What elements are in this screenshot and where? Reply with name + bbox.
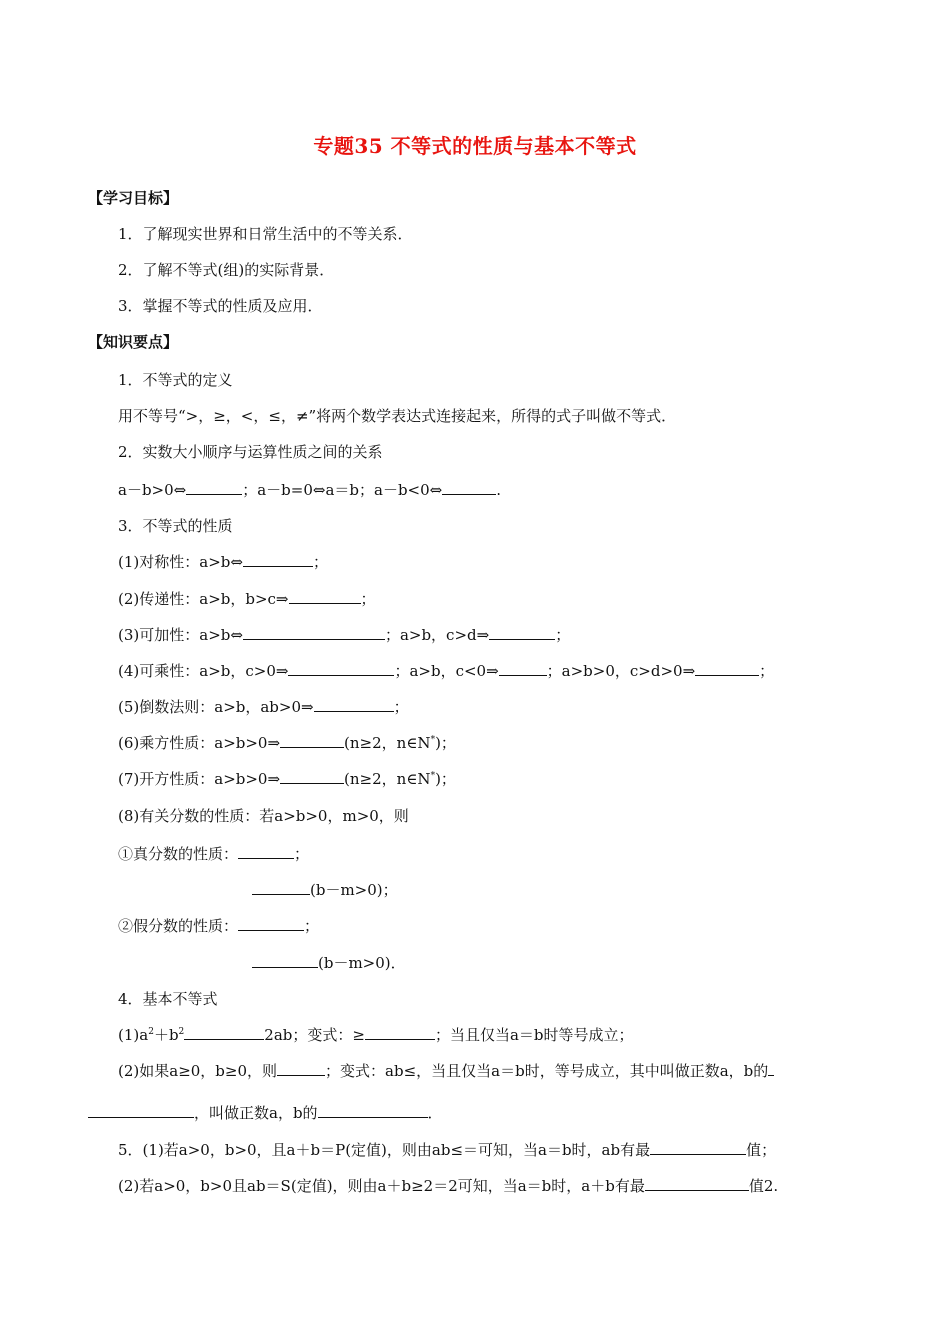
property-text: (7)开方性质：a>b>0⇒ [118, 770, 281, 788]
blank [442, 480, 496, 495]
property-text: ；a>b，c<0⇒ [394, 662, 499, 680]
basic-inequality-2-cont [88, 1103, 443, 1123]
blank [277, 1061, 325, 1076]
knowledge-2-relation [118, 480, 501, 500]
property-text: )； [435, 770, 456, 788]
knowledge-4-heading: 4．基本不等式 [118, 990, 218, 1008]
property-text: (n≥2，n∈N [344, 770, 431, 788]
property-reciprocal [118, 697, 409, 717]
property-text: )； [435, 734, 456, 752]
page-title: 专题35 不等式的性质与基本不等式 [313, 134, 637, 158]
property-text: ； [393, 698, 409, 716]
formula-text: ＋b [153, 1026, 179, 1044]
blank [695, 661, 759, 676]
property-text: (4)可乘性：a>b，c>0⇒ [118, 662, 289, 680]
property-root [118, 769, 456, 789]
superscript: * [430, 771, 436, 781]
extremum-1 [118, 1140, 776, 1160]
formula-text: ；变式：ab≤，当且仅当a＝b时，等号成立，其中叫做正数a，b的 [325, 1062, 769, 1080]
blank [186, 480, 242, 495]
blank [318, 1103, 428, 1118]
goal-item-2: 2．了解不等式(组)的实际背景． [118, 261, 335, 279]
property-fraction: (8)有关分数的性质：若a>b>0，m>0，则 [118, 807, 409, 825]
property-symmetry [118, 552, 328, 572]
blank [243, 552, 313, 567]
formula-text: ，叫做正数a，b的 [194, 1104, 318, 1122]
improper-fraction-line-2 [252, 953, 406, 973]
superscript: * [430, 735, 436, 745]
improper-fraction-line [118, 916, 319, 936]
relation-text: a－b>0⇔ [118, 481, 187, 499]
property-text: (b－m>0)； [310, 881, 398, 899]
formula-text: 5．(1)若a>0，b>0，且a＋b＝P(定值)，则由ab≤＝可知，当a＝b时，ab有最 [118, 1141, 651, 1159]
knowledge-1-body: 用不等号“>，≥，<，≤，≠”将两个数学表达式连接起来，所得的式子叫做不等式． [118, 407, 677, 425]
formula-text: (2)如果a≥0，b≥0，则 [118, 1062, 278, 1080]
blank [280, 733, 344, 748]
relation-text: ；a－b=0⇔a＝b；a－b<0⇔ [242, 481, 443, 499]
property-text: ；a>b>0，c>d>0⇒ [546, 662, 696, 680]
section-heading-goals: 【学习目标】 [88, 189, 179, 207]
property-text: (6)乘方性质：a>b>0⇒ [118, 734, 281, 752]
knowledge-1-heading: 1．不等式的定义 [118, 371, 233, 389]
blank [252, 880, 310, 895]
blank [489, 625, 555, 640]
blank [645, 1176, 749, 1191]
property-transitive [118, 589, 376, 609]
formula-text: ；当且仅当a＝b时等号成立； [434, 1026, 634, 1044]
formula-text: 2ab；变式：≥ [264, 1026, 365, 1044]
property-text: (b－m>0)． [318, 954, 406, 972]
superscript: 2 [178, 1027, 185, 1037]
basic-inequality-1 [118, 1025, 634, 1045]
property-text: ； [360, 590, 376, 608]
blank [243, 625, 385, 640]
property-text: ①真分数的性质： [118, 845, 239, 863]
formula-text: 值2. [748, 1177, 779, 1195]
blank [650, 1140, 746, 1155]
property-text: (5)倒数法则：a>b，ab>0⇒ [118, 698, 314, 716]
goal-item-1: 1．了解现实世界和日常生活中的不等关系． [118, 225, 413, 243]
blank [365, 1025, 435, 1040]
property-text: (n≥2，n∈N [344, 734, 431, 752]
blank [288, 661, 394, 676]
relation-text: . [496, 481, 502, 499]
formula-text: 值； [746, 1141, 777, 1159]
blank [289, 589, 361, 604]
property-power [118, 733, 456, 753]
blank [88, 1103, 194, 1118]
proper-fraction-line [118, 844, 309, 864]
formula-text: ． [427, 1104, 443, 1122]
property-text: (2)传递性：a>b，b>c⇒ [118, 590, 289, 608]
property-text: ；a>b，c>d⇒ [384, 626, 490, 644]
knowledge-3-heading: 3．不等式的性质 [118, 517, 233, 535]
property-additive [118, 625, 570, 645]
property-text: ； [759, 662, 775, 680]
formula-text: (1)a [118, 1026, 149, 1044]
section-heading-knowledge: 【知识要点】 [88, 333, 179, 351]
blank [184, 1025, 264, 1040]
proper-fraction-line-2 [252, 880, 398, 900]
superscript: 2 [148, 1027, 154, 1037]
blank [314, 697, 394, 712]
blank [252, 953, 318, 968]
blank [238, 844, 294, 859]
formula-text: (2)若a>0，b>0且ab＝S(定值)，则由a＋b≥2＝2可知，当a＝b时，a＋b有最 [118, 1177, 645, 1195]
property-text: (1)对称性：a>b⇔ [118, 553, 243, 571]
blank [768, 1061, 774, 1076]
property-text: ； [304, 917, 320, 935]
property-text: ②假分数的性质： [118, 917, 239, 935]
property-text: (3)可加性：a>b⇔ [118, 626, 243, 644]
basic-inequality-2 [118, 1061, 774, 1081]
property-multiplicative [118, 661, 774, 681]
property-text: ； [312, 553, 328, 571]
property-text: ； [555, 626, 571, 644]
blank [280, 769, 344, 784]
extremum-2 [118, 1176, 778, 1196]
blank [499, 661, 547, 676]
property-text: ； [294, 845, 310, 863]
blank [238, 916, 304, 931]
knowledge-2-heading: 2．实数大小顺序与运算性质之间的关系 [118, 443, 383, 461]
goal-item-3: 3．掌握不等式的性质及应用． [118, 297, 323, 315]
